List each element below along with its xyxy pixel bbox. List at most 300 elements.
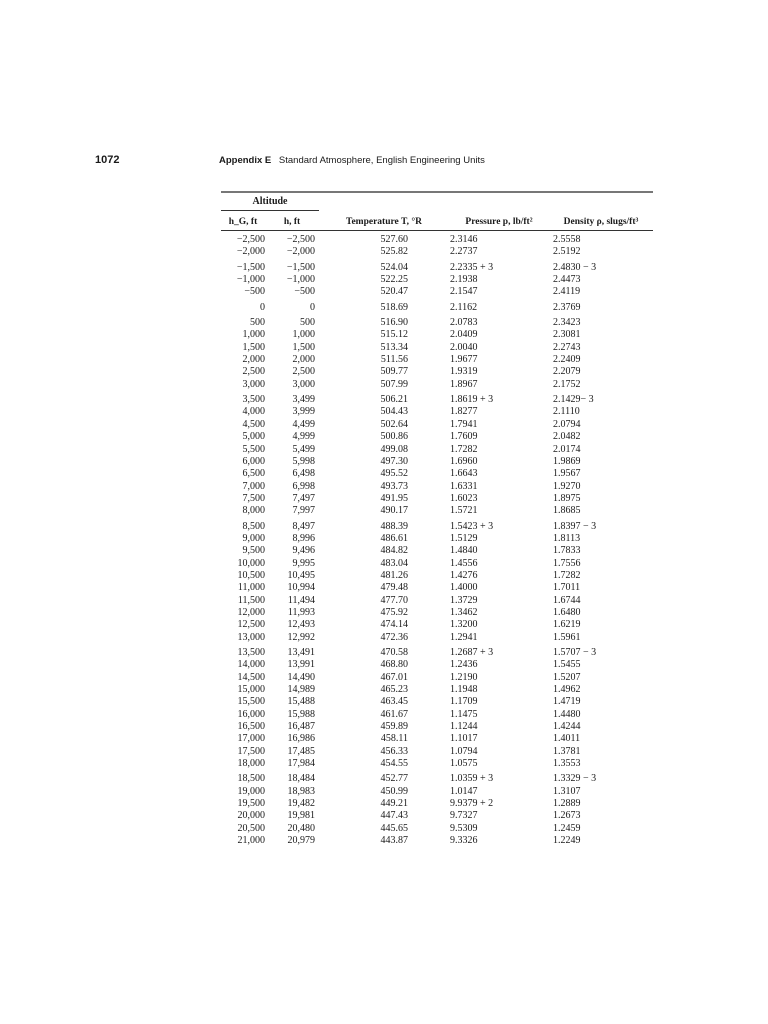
column-header-geometric-altitude: h_G, ft bbox=[228, 217, 258, 227]
pressure-cell: 1.5721 bbox=[450, 505, 478, 517]
geometric-altitude-cell: −1,500 bbox=[236, 261, 265, 273]
pressure-cell: 1.9319 bbox=[450, 366, 478, 378]
table-row bbox=[221, 246, 653, 258]
pressure-cell: 9.7327 bbox=[450, 810, 478, 822]
temperature-cell: 500.86 bbox=[380, 431, 408, 443]
density-cell: 1.8685 bbox=[553, 505, 581, 517]
temperature-cell: 509.77 bbox=[380, 366, 408, 378]
pressure-cell: 1.1017 bbox=[450, 733, 478, 745]
pressure-cell: 1.7609 bbox=[450, 431, 478, 443]
density-cell: 1.7011 bbox=[553, 582, 581, 594]
density-cell: 1.9869 bbox=[553, 455, 581, 467]
table-row bbox=[221, 354, 653, 366]
temperature-cell: 447.43 bbox=[380, 810, 408, 822]
temperature-cell: 475.92 bbox=[380, 606, 408, 618]
density-cell: 2.2409 bbox=[553, 354, 581, 366]
table-row bbox=[221, 456, 653, 468]
pressure-cell: 9.3326 bbox=[450, 835, 478, 847]
density-cell: 2.3769 bbox=[553, 301, 581, 313]
temperature-cell: 524.04 bbox=[380, 261, 408, 273]
temperature-cell: 450.99 bbox=[380, 785, 408, 797]
pressure-cell: 1.8619 + 3 bbox=[450, 394, 494, 406]
pressure-cell: 1.2941 bbox=[450, 631, 478, 643]
geometric-altitude-cell: 2,500 bbox=[242, 366, 265, 378]
temperature-cell: 452.77 bbox=[380, 773, 408, 785]
temperature-cell: 511.56 bbox=[380, 354, 408, 366]
density-cell: 1.7282 bbox=[553, 569, 581, 581]
density-cell: 2.0794 bbox=[553, 418, 581, 430]
geometric-altitude-cell: 16,000 bbox=[237, 708, 265, 720]
density-cell: 2.2079 bbox=[553, 366, 581, 378]
pressure-cell: 2.0040 bbox=[450, 341, 478, 353]
pressure-cell: 1.5423 + 3 bbox=[450, 520, 494, 532]
density-cell: 1.2889 bbox=[553, 798, 581, 810]
geopotential-altitude-cell: −500 bbox=[294, 286, 315, 298]
density-cell: 2.5192 bbox=[553, 246, 581, 258]
density-cell: 2.1752 bbox=[553, 378, 581, 390]
geopotential-altitude-cell: 9,995 bbox=[292, 557, 315, 569]
temperature-cell: 518.69 bbox=[380, 301, 408, 313]
geometric-altitude-cell: 14,500 bbox=[237, 671, 265, 683]
geopotential-altitude-cell: 12,493 bbox=[287, 619, 315, 631]
pressure-cell: 1.6643 bbox=[450, 468, 478, 480]
appendix-label: Appendix E bbox=[219, 155, 272, 166]
density-cell: 1.3329 − 3 bbox=[553, 773, 597, 785]
geopotential-altitude-cell: 4,499 bbox=[292, 418, 315, 430]
geopotential-altitude-cell: 1,500 bbox=[292, 341, 315, 353]
geometric-altitude-cell: −1,000 bbox=[236, 274, 265, 286]
temperature-cell: 477.70 bbox=[380, 594, 408, 606]
geopotential-altitude-cell: 20,979 bbox=[287, 835, 315, 847]
table-row bbox=[221, 595, 653, 607]
density-cell: 2.1110 bbox=[553, 406, 580, 418]
pressure-cell: 1.9677 bbox=[450, 354, 478, 366]
temperature-cell: 465.23 bbox=[380, 684, 408, 696]
pressure-cell: 2.1547 bbox=[450, 286, 478, 298]
table-row bbox=[221, 672, 653, 684]
geometric-altitude-cell: 15,500 bbox=[237, 696, 265, 708]
geometric-altitude-cell: 1,500 bbox=[242, 341, 265, 353]
temperature-cell: 463.45 bbox=[380, 696, 408, 708]
table-row bbox=[221, 733, 653, 745]
geopotential-altitude-cell: 5,998 bbox=[292, 455, 315, 467]
pressure-cell: 1.5129 bbox=[450, 532, 478, 544]
table-row bbox=[221, 721, 653, 733]
pressure-cell: 1.3462 bbox=[450, 606, 478, 618]
geopotential-altitude-cell: 2,000 bbox=[292, 354, 315, 366]
table-row bbox=[221, 823, 653, 835]
table-row bbox=[221, 810, 653, 822]
density-cell: 1.4719 bbox=[553, 696, 581, 708]
temperature-cell: 527.60 bbox=[380, 234, 408, 245]
table-row bbox=[221, 758, 653, 770]
geopotential-altitude-cell: 8,497 bbox=[292, 520, 315, 532]
table-row bbox=[221, 505, 653, 517]
temperature-cell: 479.48 bbox=[380, 582, 408, 594]
geometric-altitude-cell: 8,500 bbox=[242, 520, 265, 532]
column-header-geopotential-altitude: h, ft bbox=[283, 217, 301, 227]
pressure-cell: 1.0147 bbox=[450, 785, 478, 797]
pressure-cell: 1.1244 bbox=[450, 721, 478, 733]
pressure-cell: 2.0409 bbox=[450, 329, 478, 341]
geometric-altitude-cell: 12,500 bbox=[237, 619, 265, 631]
pressure-cell: 1.1475 bbox=[450, 708, 478, 720]
density-cell: 1.2459 bbox=[553, 822, 581, 834]
temperature-cell: 516.90 bbox=[380, 317, 408, 329]
temperature-cell: 513.34 bbox=[380, 341, 408, 353]
density-cell: 2.0482 bbox=[553, 431, 581, 443]
table-row bbox=[221, 798, 653, 810]
geometric-altitude-cell: 5,000 bbox=[242, 431, 265, 443]
density-cell: 1.9567 bbox=[553, 468, 581, 480]
pressure-cell: 9.5309 bbox=[450, 822, 478, 834]
table-row-group bbox=[221, 314, 653, 391]
temperature-cell: 459.89 bbox=[380, 721, 408, 733]
table-row bbox=[221, 684, 653, 696]
geometric-altitude-cell: 6,500 bbox=[242, 468, 265, 480]
density-cell: 1.7833 bbox=[553, 545, 581, 557]
geopotential-altitude-cell: 3,499 bbox=[292, 394, 315, 406]
temperature-cell: 449.21 bbox=[380, 798, 408, 810]
table-top-rule bbox=[221, 191, 653, 193]
geopotential-altitude-cell: 17,984 bbox=[287, 758, 315, 770]
table-row bbox=[221, 696, 653, 708]
geometric-altitude-cell: 12,000 bbox=[237, 606, 265, 618]
temperature-cell: 502.64 bbox=[380, 418, 408, 430]
geometric-altitude-cell: 4,500 bbox=[242, 418, 265, 430]
geopotential-altitude-cell: 3,999 bbox=[292, 406, 315, 418]
pressure-cell: 1.7282 bbox=[450, 443, 478, 455]
geometric-altitude-cell: 16,500 bbox=[237, 721, 265, 733]
table-row bbox=[221, 342, 653, 354]
altitude-group-heading: Altitude bbox=[252, 196, 288, 207]
geometric-altitude-cell: 20,500 bbox=[237, 822, 265, 834]
pressure-cell: 1.4840 bbox=[450, 545, 478, 557]
geometric-altitude-cell: −500 bbox=[244, 286, 265, 298]
temperature-cell: 472.36 bbox=[380, 631, 408, 643]
density-cell: 1.7556 bbox=[553, 557, 581, 569]
pressure-cell: 1.4276 bbox=[450, 569, 478, 581]
temperature-cell: 470.58 bbox=[380, 647, 408, 658]
geopotential-altitude-cell: 16,986 bbox=[287, 733, 315, 745]
density-cell: 1.4011 bbox=[553, 733, 581, 745]
density-cell: 1.6744 bbox=[553, 594, 581, 606]
geopotential-altitude-cell: 16,487 bbox=[287, 721, 315, 733]
geopotential-altitude-cell: 18,983 bbox=[287, 785, 315, 797]
temperature-cell: 520.47 bbox=[380, 286, 408, 298]
geopotential-altitude-cell: 14,989 bbox=[287, 684, 315, 696]
geopotential-altitude-cell: 6,998 bbox=[292, 480, 315, 492]
geometric-altitude-cell: 2,000 bbox=[242, 354, 265, 366]
temperature-cell: 458.11 bbox=[380, 733, 408, 745]
geometric-altitude-cell: 13,500 bbox=[237, 647, 265, 658]
table-row bbox=[221, 607, 653, 619]
geopotential-altitude-cell: 7,497 bbox=[292, 492, 315, 504]
geopotential-altitude-cell: −1,000 bbox=[286, 274, 315, 286]
geopotential-altitude-cell: 9,496 bbox=[292, 545, 315, 557]
geometric-altitude-cell: 11,000 bbox=[237, 582, 265, 594]
pressure-cell: 1.1709 bbox=[450, 696, 478, 708]
temperature-cell: 504.43 bbox=[380, 406, 408, 418]
table-row bbox=[221, 493, 653, 505]
temperature-cell: 467.01 bbox=[380, 671, 408, 683]
density-cell: 1.4962 bbox=[553, 684, 581, 696]
density-cell: 1.6480 bbox=[553, 606, 581, 618]
geopotential-altitude-cell: 7,997 bbox=[292, 505, 315, 517]
table-body bbox=[221, 231, 653, 848]
geometric-altitude-cell: 4,000 bbox=[242, 406, 265, 418]
geometric-altitude-cell: 21,000 bbox=[237, 835, 265, 847]
geopotential-altitude-cell: 4,999 bbox=[292, 431, 315, 443]
density-cell: 1.4480 bbox=[553, 708, 581, 720]
geometric-altitude-cell: 18,000 bbox=[237, 758, 265, 770]
pressure-cell: 1.0359 + 3 bbox=[450, 773, 494, 785]
temperature-cell: 474.14 bbox=[380, 619, 408, 631]
geometric-altitude-cell: 7,500 bbox=[242, 492, 265, 504]
density-cell: 1.3781 bbox=[553, 745, 581, 757]
density-cell: 2.4830 − 3 bbox=[553, 261, 597, 273]
temperature-cell: 445.65 bbox=[380, 822, 408, 834]
temperature-cell: 490.17 bbox=[380, 505, 408, 517]
geometric-altitude-cell: −2,500 bbox=[236, 234, 265, 245]
geopotential-altitude-cell: 10,994 bbox=[287, 582, 315, 594]
geometric-altitude-cell: 8,000 bbox=[242, 505, 265, 517]
geopotential-altitude-cell: 0 bbox=[310, 301, 315, 313]
table-row bbox=[221, 468, 653, 480]
temperature-cell: 488.39 bbox=[380, 520, 408, 532]
pressure-cell: 1.6960 bbox=[450, 455, 478, 467]
temperature-cell: 456.33 bbox=[380, 745, 408, 757]
table-column-headers bbox=[221, 209, 653, 228]
geometric-altitude-cell: 500 bbox=[250, 317, 265, 329]
table-row bbox=[221, 558, 653, 570]
temperature-cell: 522.25 bbox=[380, 274, 408, 286]
geometric-altitude-cell: 10,500 bbox=[237, 569, 265, 581]
page-number: 1072 bbox=[95, 154, 120, 166]
table-row bbox=[221, 406, 653, 418]
geometric-altitude-cell: 19,000 bbox=[237, 785, 265, 797]
table-row bbox=[221, 632, 653, 644]
table-row bbox=[221, 444, 653, 456]
pressure-cell: 1.0575 bbox=[450, 758, 478, 770]
table-row bbox=[221, 431, 653, 443]
pressure-cell: 2.1162 bbox=[450, 301, 478, 313]
density-cell: 2.3423 bbox=[553, 317, 581, 329]
column-header-temperature: Temperature T, °R bbox=[345, 217, 422, 227]
geometric-altitude-cell: 15,000 bbox=[237, 684, 265, 696]
geometric-altitude-cell: 5,500 bbox=[242, 443, 265, 455]
geometric-altitude-cell: 6,000 bbox=[242, 455, 265, 467]
density-cell: 1.3107 bbox=[553, 785, 581, 797]
geometric-altitude-cell: 20,000 bbox=[237, 810, 265, 822]
table-row bbox=[221, 835, 653, 847]
temperature-cell: 507.99 bbox=[380, 378, 408, 390]
geopotential-altitude-cell: 13,991 bbox=[287, 659, 315, 671]
temperature-cell: 497.30 bbox=[380, 455, 408, 467]
density-cell: 1.3553 bbox=[553, 758, 581, 770]
table-row bbox=[221, 262, 653, 274]
temperature-cell: 491.95 bbox=[380, 492, 408, 504]
geopotential-altitude-cell: 19,482 bbox=[287, 798, 315, 810]
geopotential-altitude-cell: 3,000 bbox=[292, 378, 315, 390]
geopotential-altitude-cell: 1,000 bbox=[292, 329, 315, 341]
geopotential-altitude-cell: 18,484 bbox=[287, 773, 315, 785]
pressure-cell: 2.2737 bbox=[450, 246, 478, 258]
table-row bbox=[221, 521, 653, 533]
density-cell: 1.8113 bbox=[553, 532, 581, 544]
pressure-cell: 1.8967 bbox=[450, 378, 478, 390]
geometric-altitude-cell: 9,000 bbox=[242, 532, 265, 544]
geometric-altitude-cell: 3,500 bbox=[242, 394, 265, 406]
temperature-cell: 506.21 bbox=[380, 394, 408, 406]
pressure-cell: 9.9379 + 2 bbox=[450, 798, 494, 810]
pressure-cell: 2.0783 bbox=[450, 317, 478, 329]
pressure-cell: 2.3146 bbox=[450, 234, 478, 245]
geopotential-altitude-cell: 6,498 bbox=[292, 468, 315, 480]
geometric-altitude-cell: 17,500 bbox=[237, 745, 265, 757]
density-cell: 1.5707 − 3 bbox=[553, 647, 597, 658]
temperature-cell: 443.87 bbox=[380, 835, 408, 847]
geopotential-altitude-cell: 17,485 bbox=[287, 745, 315, 757]
geometric-altitude-cell: 1,000 bbox=[242, 329, 265, 341]
geometric-altitude-cell: −2,000 bbox=[236, 246, 265, 258]
density-cell: 2.1429− 3 bbox=[553, 394, 594, 406]
temperature-cell: 525.82 bbox=[380, 246, 408, 258]
table-row bbox=[221, 302, 653, 314]
density-cell: 2.2743 bbox=[553, 341, 581, 353]
table-row-group bbox=[221, 231, 653, 259]
pressure-cell: 1.2190 bbox=[450, 671, 478, 683]
table-row bbox=[221, 582, 653, 594]
geopotential-altitude-cell: 8,996 bbox=[292, 532, 315, 544]
table-row bbox=[221, 619, 653, 631]
temperature-cell: 461.67 bbox=[380, 708, 408, 720]
density-cell: 1.2249 bbox=[553, 835, 581, 847]
density-cell: 1.9270 bbox=[553, 480, 581, 492]
table-row bbox=[221, 286, 653, 298]
geopotential-altitude-cell: 11,494 bbox=[287, 594, 315, 606]
density-cell: 1.4244 bbox=[553, 721, 581, 733]
table-row bbox=[221, 481, 653, 493]
atmosphere-table bbox=[221, 191, 653, 848]
geopotential-altitude-cell: 19,981 bbox=[287, 810, 315, 822]
temperature-cell: 495.52 bbox=[380, 468, 408, 480]
pressure-cell: 1.3200 bbox=[450, 619, 478, 631]
geopotential-altitude-cell: 10,495 bbox=[287, 569, 315, 581]
table-row-group bbox=[221, 644, 653, 770]
table-row-group bbox=[221, 518, 653, 644]
pressure-cell: 1.0794 bbox=[450, 745, 478, 757]
table-row bbox=[221, 419, 653, 431]
running-head bbox=[219, 155, 485, 166]
geopotential-altitude-cell: 2,500 bbox=[292, 366, 315, 378]
pressure-cell: 1.8277 bbox=[450, 406, 478, 418]
pressure-cell: 1.4556 bbox=[450, 557, 478, 569]
density-cell: 1.2673 bbox=[553, 810, 581, 822]
geopotential-altitude-cell: −1,500 bbox=[286, 261, 315, 273]
temperature-cell: 486.61 bbox=[380, 532, 408, 544]
geometric-altitude-cell: 7,000 bbox=[242, 480, 265, 492]
temperature-cell: 483.04 bbox=[380, 557, 408, 569]
geopotential-altitude-cell: 500 bbox=[300, 317, 315, 329]
density-cell: 2.0174 bbox=[553, 443, 581, 455]
geopotential-altitude-cell: −2,000 bbox=[286, 246, 315, 258]
geometric-altitude-cell: 0 bbox=[260, 301, 265, 313]
density-cell: 1.5455 bbox=[553, 659, 581, 671]
temperature-cell: 484.82 bbox=[380, 545, 408, 557]
density-cell: 2.5558 bbox=[553, 234, 581, 245]
geometric-altitude-cell: 18,500 bbox=[237, 773, 265, 785]
geometric-altitude-cell: 11,500 bbox=[237, 594, 265, 606]
table-row-group bbox=[221, 391, 653, 517]
geopotential-altitude-cell: 14,490 bbox=[287, 671, 315, 683]
table-row-group bbox=[221, 259, 653, 299]
density-cell: 2.3081 bbox=[553, 329, 581, 341]
geopotential-altitude-cell: 5,499 bbox=[292, 443, 315, 455]
altitude-group-rule bbox=[221, 210, 319, 211]
table-row bbox=[221, 394, 653, 406]
table-row bbox=[221, 234, 653, 246]
table-row bbox=[221, 647, 653, 659]
geopotential-altitude-cell: −2,500 bbox=[286, 234, 315, 245]
temperature-cell: 515.12 bbox=[380, 329, 408, 341]
table-row bbox=[221, 773, 653, 785]
appendix-title: Standard Atmosphere, English Engineering Units bbox=[278, 155, 485, 166]
temperature-cell: 454.55 bbox=[380, 758, 408, 770]
temperature-cell: 493.73 bbox=[380, 480, 408, 492]
density-cell: 1.8397 − 3 bbox=[553, 520, 597, 532]
geopotential-altitude-cell: 11,993 bbox=[287, 606, 315, 618]
pressure-cell: 1.2436 bbox=[450, 659, 478, 671]
table-row bbox=[221, 317, 653, 329]
column-header-pressure: Pressure p, lb/ft² bbox=[465, 217, 533, 227]
geopotential-altitude-cell: 20,480 bbox=[287, 822, 315, 834]
table-row bbox=[221, 570, 653, 582]
table-row bbox=[221, 659, 653, 671]
table-row-group bbox=[221, 299, 653, 314]
density-cell: 1.5961 bbox=[553, 631, 581, 643]
pressure-cell: 2.2335 + 3 bbox=[450, 261, 494, 273]
pressure-cell: 1.7941 bbox=[450, 418, 478, 430]
pressure-cell: 1.1948 bbox=[450, 684, 478, 696]
temperature-cell: 499.08 bbox=[380, 443, 408, 455]
pressure-cell: 1.6023 bbox=[450, 492, 478, 504]
geometric-altitude-cell: 10,000 bbox=[237, 557, 265, 569]
density-cell: 1.5207 bbox=[553, 671, 581, 683]
density-cell: 2.4119 bbox=[553, 286, 581, 298]
geopotential-altitude-cell: 13,491 bbox=[287, 647, 315, 658]
table-row bbox=[221, 709, 653, 721]
geometric-altitude-cell: 3,000 bbox=[242, 378, 265, 390]
temperature-cell: 468.80 bbox=[380, 659, 408, 671]
density-cell: 1.6219 bbox=[553, 619, 581, 631]
column-header-density: Density ρ, slugs/ft³ bbox=[563, 217, 639, 227]
geometric-altitude-cell: 14,000 bbox=[237, 659, 265, 671]
temperature-cell: 481.26 bbox=[380, 569, 408, 581]
pressure-cell: 1.6331 bbox=[450, 480, 478, 492]
density-cell: 2.4473 bbox=[553, 274, 581, 286]
pressure-cell: 2.1938 bbox=[450, 274, 478, 286]
table-row bbox=[221, 786, 653, 798]
density-cell: 1.8975 bbox=[553, 492, 581, 504]
geopotential-altitude-cell: 12,992 bbox=[287, 631, 315, 643]
pressure-cell: 1.2687 + 3 bbox=[450, 647, 494, 658]
table-row-group bbox=[221, 770, 653, 847]
geometric-altitude-cell: 19,500 bbox=[237, 798, 265, 810]
table-row bbox=[221, 746, 653, 758]
pressure-cell: 1.3729 bbox=[450, 594, 478, 606]
pressure-cell: 1.4000 bbox=[450, 582, 478, 594]
